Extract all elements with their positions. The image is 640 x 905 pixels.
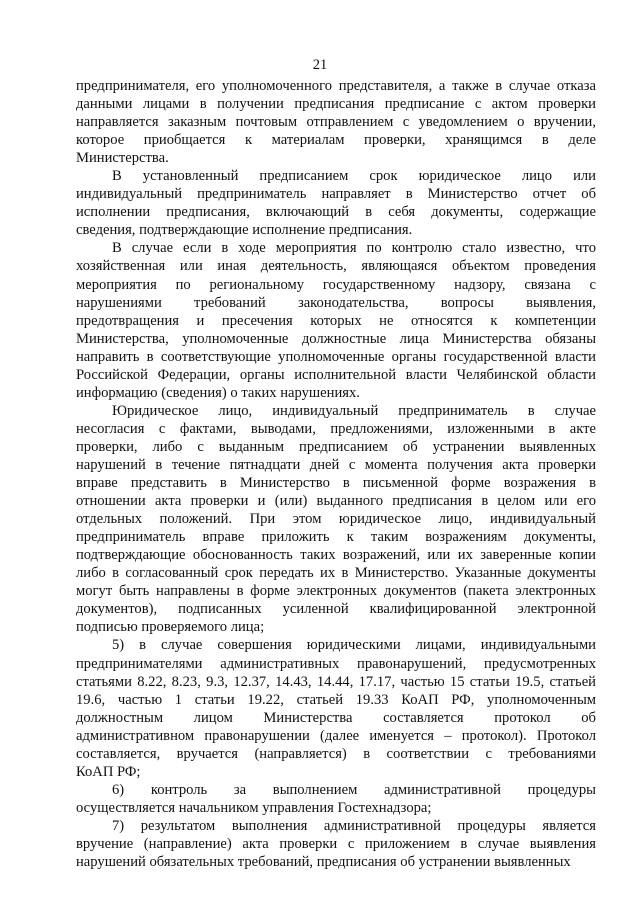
text-line: либо в согласованный срок передать их в Министерство. Указанные документы — [76, 565, 596, 582]
text-line: должностным лицом Министерства составляется протокол об — [76, 709, 596, 726]
text-line: вправе представить в Министерство в письменной форме возражения в — [76, 475, 596, 492]
paragraph — [76, 636, 596, 780]
text-line: Российской Федерации, органы исполнительной власти Челябинской области — [76, 366, 596, 383]
text-line: отдельных положений. При этом юридическое лицо, индивидуальный — [76, 511, 596, 528]
text-line: составляется, вручается (направляется) в соответствии с требованиями — [76, 745, 596, 762]
paragraph — [76, 402, 596, 637]
paragraph — [76, 77, 596, 167]
text-line: несогласия с фактами, выводами, предложениями, изложенными в акте — [76, 420, 596, 437]
page-number: 21 — [312, 57, 328, 73]
text-line: подтверждающие обоснованность таких возражений, или их заверенные копии — [76, 547, 596, 564]
text-line: направить в соответствующие уполномоченные органы государственной власти — [76, 348, 596, 365]
text-line: 6) контроль за выполнением административной процедуры — [112, 781, 596, 798]
text-line: сведения, подтверждающие исполнение предписания. — [76, 222, 413, 239]
text-line: нарушениями требований законодательства, вопросы выявления, — [76, 294, 596, 311]
text-line: предотвращения и пресечения которых не относятся к компетенции — [76, 312, 596, 329]
text-line: осуществляется начальником управления Гостехнадзора; — [76, 799, 432, 816]
text-line: административном правонарушении (далее именуется – протокол). Протокол — [76, 727, 596, 744]
paragraph — [76, 239, 596, 401]
text-line: документов), подписанных усиленной квалифицированной электронной — [76, 601, 596, 618]
text-line: которое приобщается к материалам проверки, хранящимся в деле — [76, 132, 596, 149]
paragraph — [76, 781, 596, 817]
text-line: предпринимателями административных правонарушений, предусмотренных — [76, 655, 596, 672]
text-line: проверки, либо с выданным предписанием об устранении выявленных — [76, 438, 596, 455]
text-line: индивидуальный предприниматель направляет в Министерство отчет об — [76, 186, 596, 203]
text-line: направляется заказным почтовым отправлением с уведомлением о вручении, — [76, 114, 596, 131]
text-line: В установленный предписанием срок юридическое лицо или — [112, 168, 596, 185]
text-line: мероприятия по региональному государственному надзору, связана с — [76, 276, 596, 293]
text-line: могут быть направлены в форме электронных документов (пакета электронных — [76, 583, 596, 600]
text-line: 19.6, частью 1 статьи 19.22, статьей 19.33 КоАП РФ, уполномоченным — [76, 691, 596, 708]
text-line: предпринимателя, его уполномоченного представителя, а также в случае отказа — [76, 78, 596, 94]
document-body — [76, 77, 596, 871]
text-line: статьями 8.22, 8.23, 9.3, 12.37, 14.43, 14.44, 17.17, частью 15 статьи 19.5, статьей — [76, 673, 596, 690]
text-line: хозяйственная или иная деятельность, являющаяся объектом проведения — [76, 258, 596, 275]
text-line: данными лицами в получении предписания предписание с актом проверки — [76, 96, 596, 113]
text-line: предприниматель вправе приложить к таким возражениям документы, — [76, 529, 596, 546]
text-line: отношении акта проверки и (или) выданного предписания в целом или его — [76, 493, 596, 510]
text-line: нарушений обязательных требований, предписания об устранении выявленных — [76, 854, 571, 871]
text-line: 5) в случае совершения юридическими лицами, индивидуальными — [112, 637, 596, 654]
text-line: нарушений в течение пятнадцати дней с момента получения акта проверки — [76, 456, 596, 473]
text-line: вручение (направление) акта проверки с приложением в случае выявления — [76, 835, 596, 852]
text-line: Министерства. — [76, 150, 169, 167]
text-line: подписью проверяемого лица; — [76, 619, 265, 636]
paragraph — [76, 817, 596, 871]
text-line: Министерства, уполномоченные должностные лица Министерства обязаны — [76, 330, 596, 347]
text-line: Юридическое лицо, индивидуальный предприниматель в случае — [112, 402, 596, 419]
text-line: исполнении предписания, включающий в себя документы, содержащие — [76, 204, 596, 221]
text-line: В случае если в ходе мероприятия по контролю стало известно, что — [112, 240, 596, 257]
text-line: 7) результатом выполнения административной процедуры является — [112, 817, 596, 834]
paragraph — [76, 167, 596, 239]
text-line: информацию (сведения) о таких нарушениях. — [76, 384, 360, 401]
text-line: КоАП РФ; — [76, 763, 141, 780]
